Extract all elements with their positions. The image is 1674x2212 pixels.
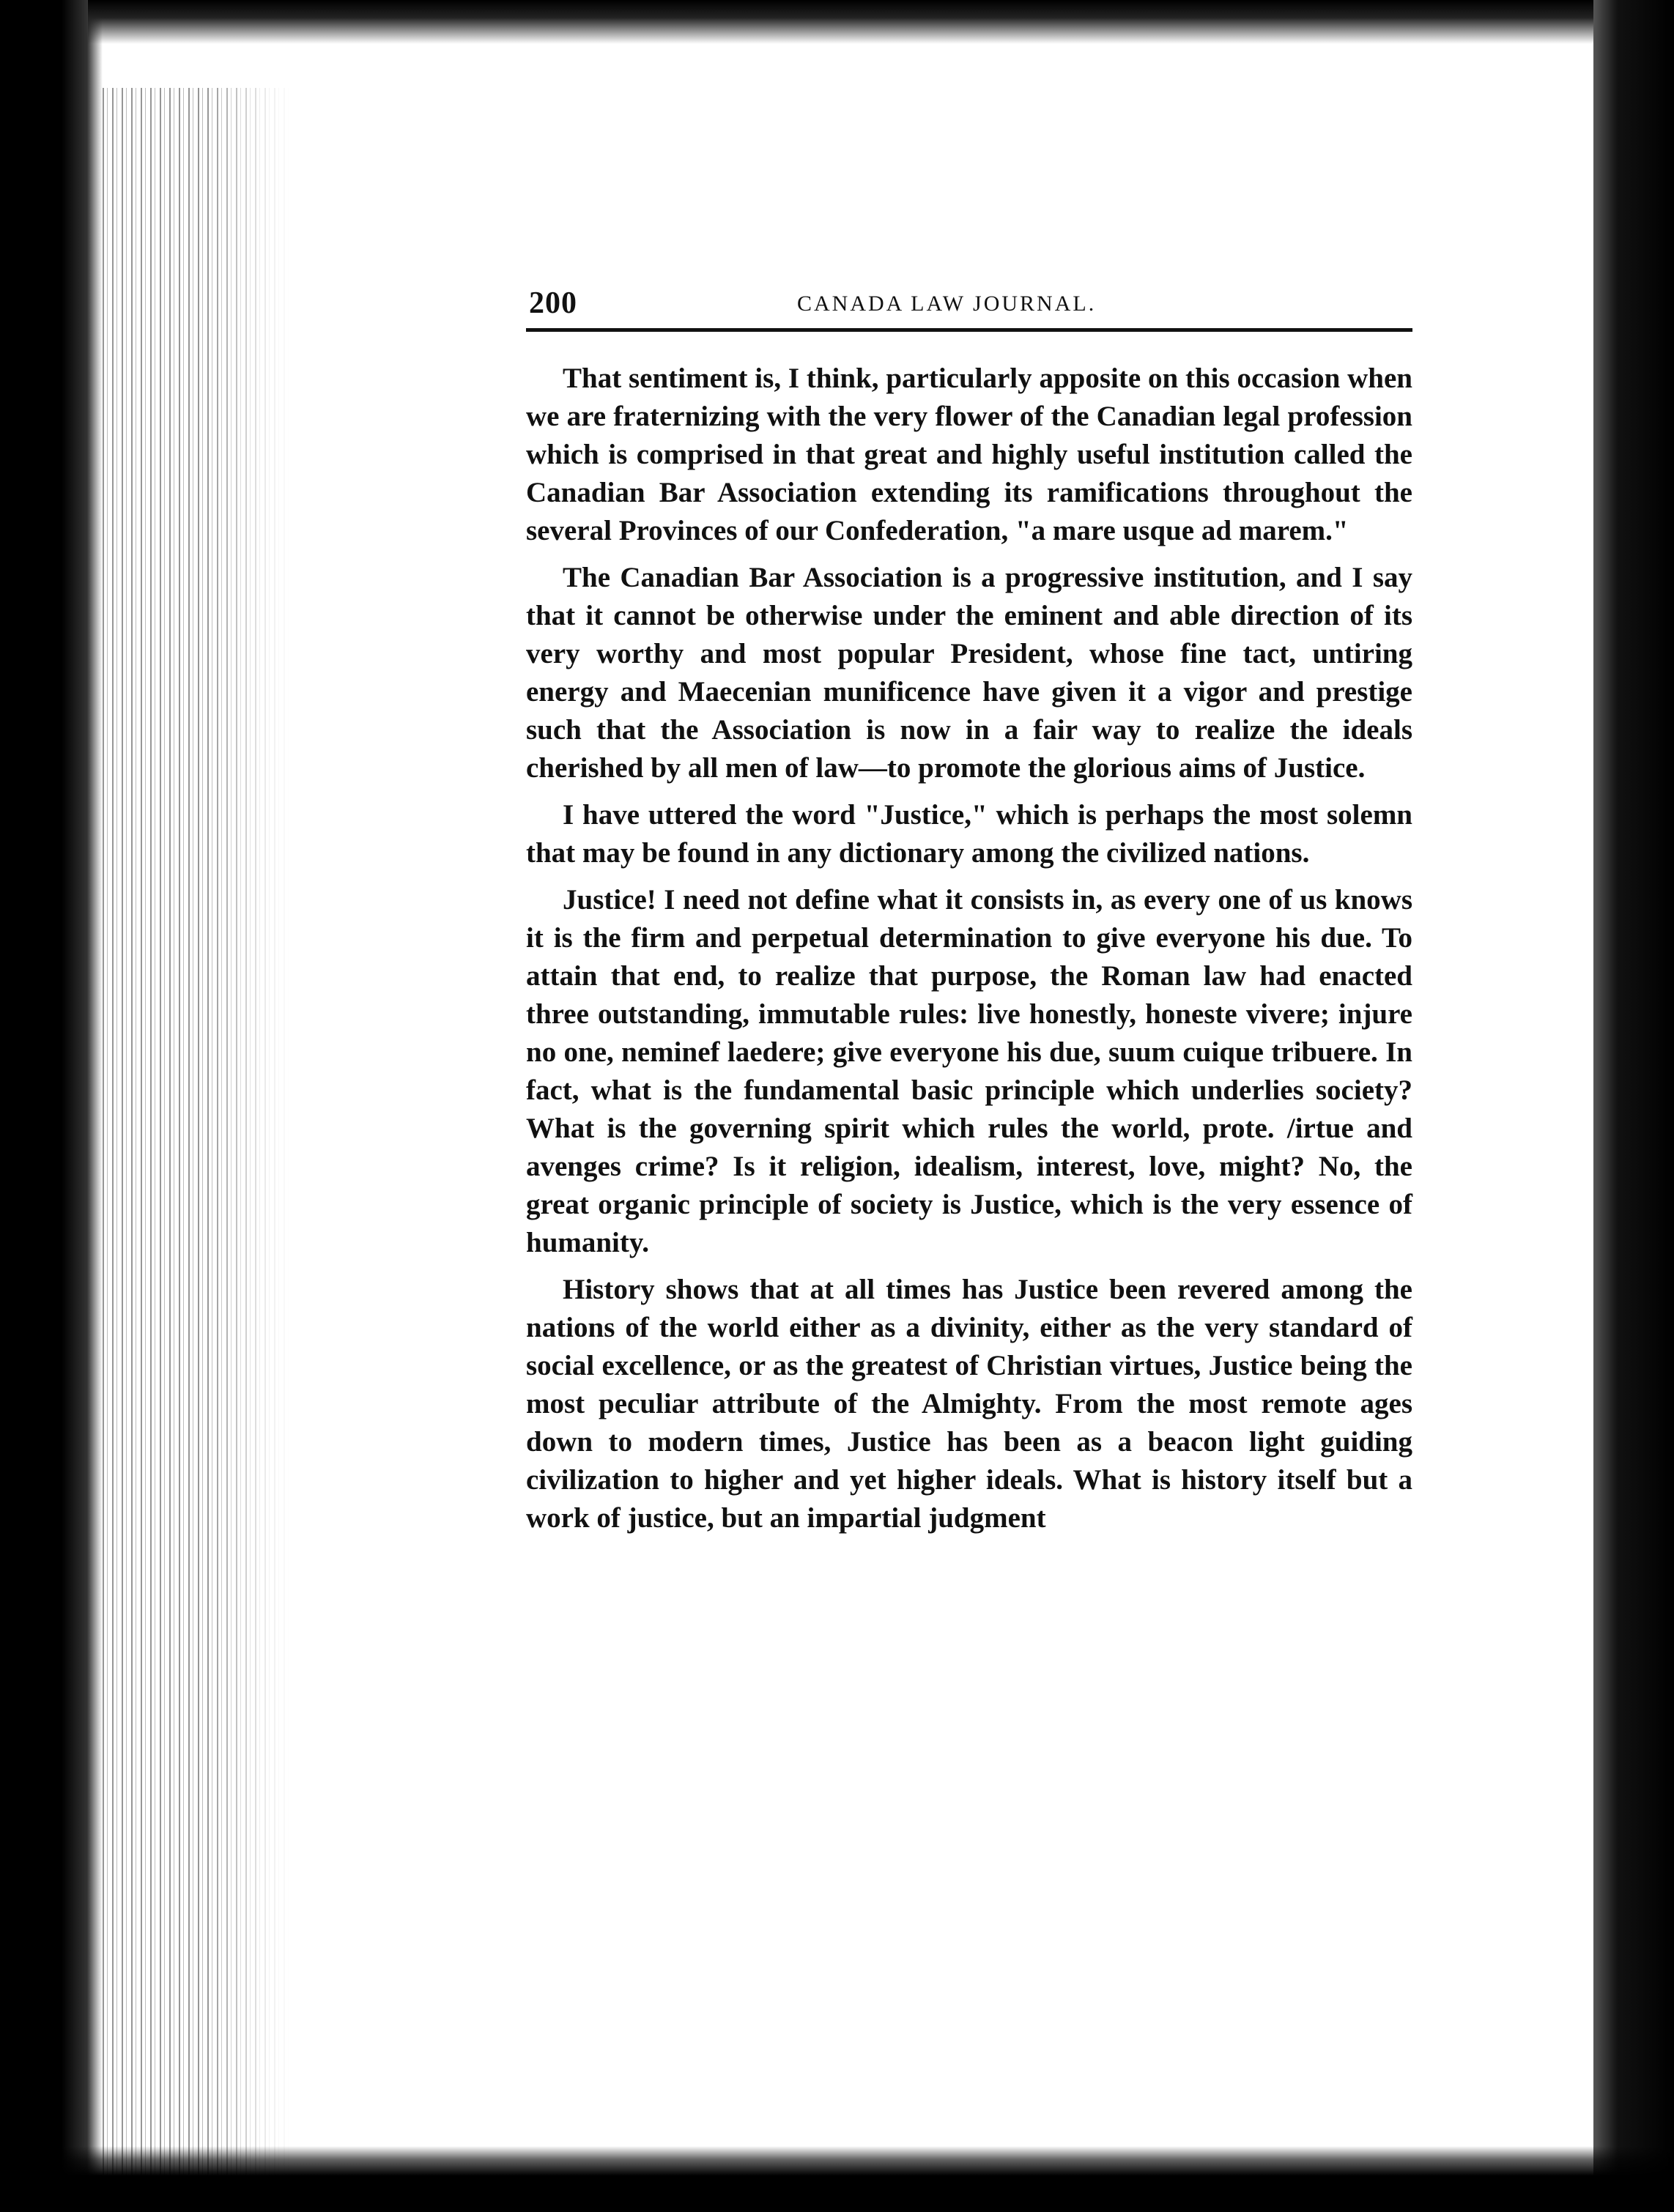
scan-bottom-border bbox=[0, 2146, 1674, 2212]
page-number: 200 bbox=[529, 286, 577, 320]
paragraph: History shows that at all times has Justice been revered among the nations of the world either as a divinity, either as the very standard of social excellence, or as the greatest of Christian virtues, Justice being the most peculiar attribute of the Almighty. From the most remote ages down to modern times, Justice has been as a beacon light guiding civilization to higher and yet higher ideals. What is history itself but a work of justice, but an impartial judgment bbox=[526, 1274, 1412, 1534]
journal-title: CANADA LAW JOURNAL. bbox=[797, 292, 1097, 316]
scan-left-border bbox=[0, 0, 103, 2212]
body-text bbox=[526, 360, 1412, 1537]
paragraph: I have uttered the word "Justice," which is perhaps the most solemn that may be found in any dictionary among the civilized nations. bbox=[526, 799, 1412, 869]
book-gutter bbox=[103, 88, 293, 2175]
scan-top-border bbox=[88, 0, 1674, 44]
scan-right-border bbox=[1593, 0, 1674, 2212]
running-head bbox=[526, 286, 1412, 332]
journal-page bbox=[526, 286, 1412, 1546]
paragraph: The Canadian Bar Association is a progressive institution, and I say that it cannot be otherwise under the eminent and able direction of its very worthy and most popular President, whose fine tact, untiring energy and Maecenian munificence have given it a vigor and prestige such that the Association is now in a fair way to realize the ideals cherished by all men of law—to promote the glorious aims of Justice. bbox=[526, 562, 1412, 784]
paragraph: Justice! I need not define what it consists in, as every one of us knows it is the firm and perpetual determination to give everyone his due. To attain that end, to realize that purpose, the Roman law had enacted three outstanding, immutable rules: live honestly, honeste vivere; injure no one, neminef laedere; give everyone his due, suum cuique tribuere. In fact, what is the fundamental basic principle which underlies society? What is the governing spirit which rules the world, prote. /irtue and avenges crime? Is it religion, idealism, interest, love, might? No, the great organic principle of society is Justice, which is the very essence of humanity. bbox=[526, 884, 1412, 1258]
paragraph: That sentiment is, I think, particularly apposite on this occasion when we are fraternizing with the very flower of the Canadian legal profession which is comprised in that great and highly useful institution called the Canadian Bar Association extending its ramifications throughout the several Provinces of our Confederation, "a mare usque ad marem." bbox=[526, 363, 1412, 546]
